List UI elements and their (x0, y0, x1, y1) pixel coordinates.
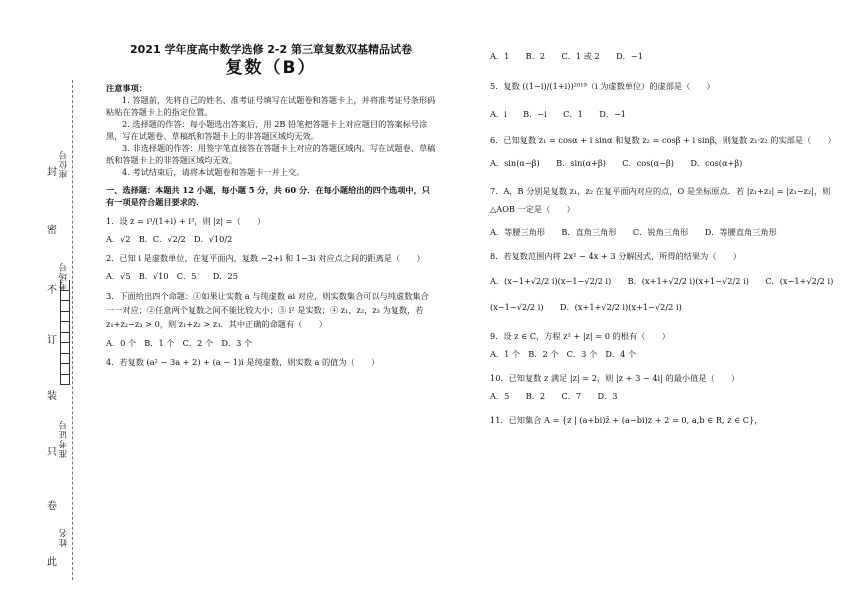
right-column (490, 44, 852, 426)
question-stem: 6．已知复数 z₁ = cosα + i sinα 和复数 z₂ = cosβ + i sinβ，则复数 z₁·z₂ 的实部是（ ） (490, 135, 836, 145)
question-options: A．√5 B．√10 C．5 D．25 (106, 271, 238, 281)
question-options: A．5 B．2 C．7 D．3 (490, 391, 618, 401)
question-options: A．0 个 B．1 个 C．2 个 D．3 个 (106, 338, 253, 348)
page-subtitle: 复数（B） (225, 58, 317, 78)
notice-item: 4. 考试结束后，请将本试题卷和答题卡一并上交。 (122, 167, 305, 177)
question-options: A．i B．−i C．1 D．−1 (490, 109, 627, 119)
question-options: A．√2 B．C．√2/2 D．√10/2 (106, 234, 233, 244)
question-stem: 1．设 z = i³/(1+i) + i³，则 |z| =（ ） (106, 216, 266, 226)
question-options: A．sin(α−β) B．sin(α+β) C．cos(α−β) D．cos(α+β) (490, 158, 743, 168)
margin-char: 封 (47, 167, 57, 178)
seat-number-label: 座位号 (59, 150, 69, 179)
notice-heading: 注意事项： (106, 83, 147, 93)
section-heading: 一、选择题：本题共 12 小题，每小题 5 分，共 60 分．在每小题给出的四个选项中，只有一项是符合题目要求的． (106, 185, 430, 207)
margin-char: 此 (47, 557, 57, 568)
margin-char: 卷 (47, 501, 57, 512)
question-options: A．1 B．2 C．1 或 2 D．−1 (490, 51, 643, 61)
question-stem: 5．复数 ((1−i)/(1+i))²⁰¹⁹（i 为虚数单位）的虚部是（ ） (490, 81, 715, 91)
exam-room-label: 考场号 (59, 262, 69, 291)
admission-number-label: 准考证号 (59, 420, 69, 458)
margin-char: 密 (47, 225, 57, 236)
margin-char: 不 (47, 285, 57, 296)
margin-char: 订 (47, 335, 57, 346)
name-label: 姓名 (59, 528, 69, 547)
question-stem: 8．若复数范围内将 2x² − 4x + 3 分解因式，所得的结果为（ ） (490, 251, 742, 261)
question-stem: 11．已知集合 A = {z | (a+bi)z̄ + (a−bi)z + 2 = 0, a,b ∈ R, z ∈ C}， (490, 415, 763, 425)
question-stem: 10．已知复数 z 满足 |z| = 2，则 |z + 3 − 4i| 的最小值是（ ） (490, 373, 740, 383)
seal-line (72, 80, 73, 580)
admission-number-grid (60, 280, 70, 385)
left-column (106, 44, 436, 368)
question-options: A．1 个 B．2 个 C．3 个 D．4 个 (490, 349, 637, 359)
notice-item: 3. 非选择题的作答：用签字笔直接答在答题卡上对应的答题区域内。写在试题卷、草稿纸和答题卡上的非答题区域均无效。 (106, 143, 436, 165)
question-stem: 4．若复数 (a² − 3a + 2) + (a − 1)i 是纯虚数，则实数 a 的值为（ ） (106, 357, 380, 367)
page-title: 2021 学年度高中数学选修 2-2 第三章复数双基精品试卷 (130, 43, 412, 56)
question-stem: 7．A，B 分别是复数 z₁，z₂ 在复平面内对应的点，O 是坐标原点．若 |z₁+z₂| = |z₁−z₂|，则△AOB 一定是（ ） (490, 186, 831, 214)
margin-char: 只 (47, 447, 57, 458)
notice-item: 2. 选择题的作答：每小题选出答案后，用 2B 铅笔把答题卡上对应题目的答案标号涂黑，写在试题卷、草稿纸和答题卡上的非答题区域均无效。 (106, 119, 428, 141)
question-options: A．(x−1+√2/2 i)(x−1−√2/2 i) B．(x+1+√2/2 i)(x+1−√2/2 i) C．(x−1+√2/2 i)(x−1−√2/2 i) D．(x+1+√2/2 i)(x+1−√2/2 i) (490, 276, 834, 312)
question-options: A．等腰三角形 B．直角三角形 C．锐角三角形 D．等腰直角三角形 (490, 227, 777, 237)
binding-margin (0, 0, 100, 607)
margin-char: 装 (47, 391, 57, 402)
question-stem: 2．已知 i 是虚数单位，在复平面内，复数 −2+i 和 1−3i 对应点之间的距离是（ ） (106, 253, 425, 263)
notice-item: 1. 答题前，先将自己的姓名、准考证号填写在试题卷和答题卡上，并将准考证号条形码粘贴在答题卡上的指定位置。 (106, 95, 436, 117)
question-stem: 3．下面给出四个命题：①如果让实数 a 与纯虚数 ai 对应，则实数集合可以与纯虚数集合一一对应；②任意两个复数之间不能比较大小；③ i² 是实数；④ z₁，z₂，z₃ 为复数，若 z₁+z₂−z₃ > 0，则 z₁+z₂ > z₃．其中正确的命题有（ ） (106, 291, 429, 329)
question-stem: 9．设 z ∈ C，方程 z² + |z| = 0 的根有（ ） (490, 331, 670, 341)
